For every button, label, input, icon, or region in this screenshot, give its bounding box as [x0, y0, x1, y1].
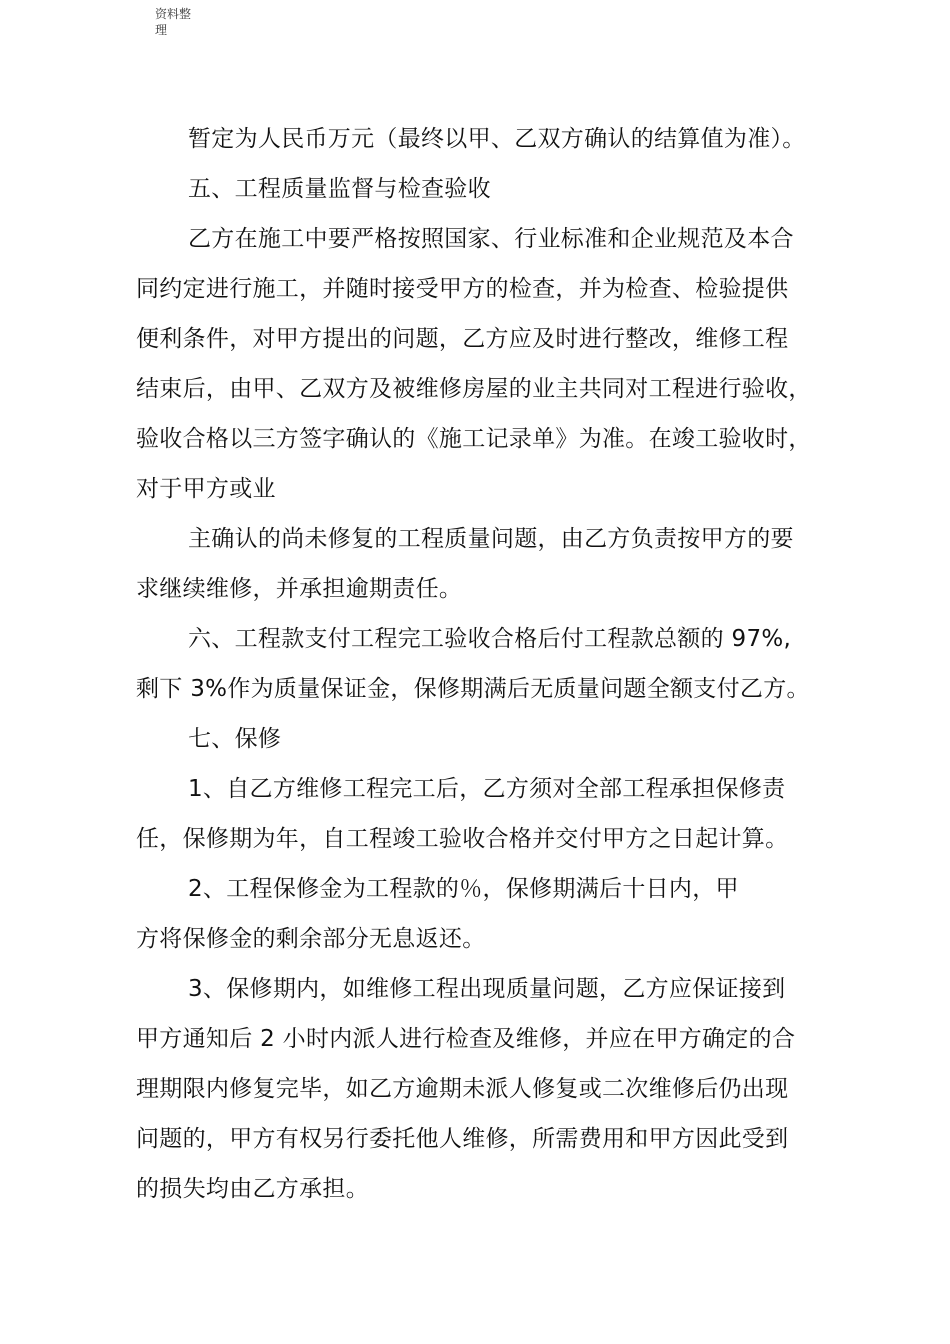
paragraph-line: 同约定进行施工，并随时接受甲方的检查，并为检查、检验提供 — [136, 276, 789, 302]
paragraph-line: 验收合格以三方签字确认的《施工记录单》为准。在竣工验收时， — [136, 426, 812, 452]
paragraph-line: 暂定为人民币万元（最终以甲、乙双方确认的结算值为准）。 — [188, 126, 806, 152]
paragraph-line: 1、自乙方维修工程完工后，乙方须对全部工程承担保修责 — [188, 776, 786, 802]
header-note-line2: 理 — [155, 23, 168, 37]
paragraph-line: 主确认的尚未修复的工程质量问题，由乙方负责按甲方的要 — [188, 526, 794, 552]
header-note — [155, 6, 215, 38]
paragraph-line: 理期限内修复完毕，如乙方逾期未派人修复或二次维修后仍出现 — [136, 1076, 789, 1102]
paragraph-line: 问题的，甲方有权另行委托他人维修，所需费用和甲方因此受到 — [136, 1126, 789, 1152]
paragraph-line: 3、保修期内，如维修工程出现质量问题，乙方应保证接到 — [188, 976, 786, 1002]
paragraph-line: 甲方通知后 2 小时内派人进行检查及维修，并应在甲方确定的合 — [136, 1026, 796, 1052]
paragraph-line: 求继续维修，并承担逾期责任。 — [136, 576, 463, 602]
paragraph-line: 便利条件，对甲方提出的问题，乙方应及时进行整改，维修工程 — [136, 326, 789, 352]
paragraph-line: 乙方在施工中要严格按照国家、行业标准和企业规范及本合 — [188, 226, 794, 252]
header-note-line1: 资料整 — [155, 7, 192, 21]
paragraph-line: 2、工程保修金为工程款的％，保修期满后十日内，甲 — [188, 876, 739, 902]
paragraph-line: 剩下 3%作为质量保证金，保修期满后无质量问题全额支付乙方。 — [136, 676, 810, 702]
paragraph-line: 结束后，由甲、乙双方及被维修房屋的业主共同对工程进行验收， — [136, 376, 812, 402]
section-heading-6: 六、工程款支付工程完工验收合格后付工程款总额的 97%, — [188, 626, 792, 652]
paragraph-line: 任，保修期为年，自工程竣工验收合格并交付甲方之日起计算。 — [136, 826, 789, 852]
document-body — [136, 114, 856, 1214]
paragraph-line: 方将保修金的剩余部分无息返还。 — [136, 926, 486, 952]
paragraph-line: 的损失均由乙方承担。 — [136, 1176, 369, 1202]
section-heading-7: 七、保修 — [188, 726, 282, 752]
section-heading-5: 五、工程质量监督与检查验收 — [188, 176, 491, 202]
paragraph-line: 对于甲方或业 — [136, 476, 276, 502]
